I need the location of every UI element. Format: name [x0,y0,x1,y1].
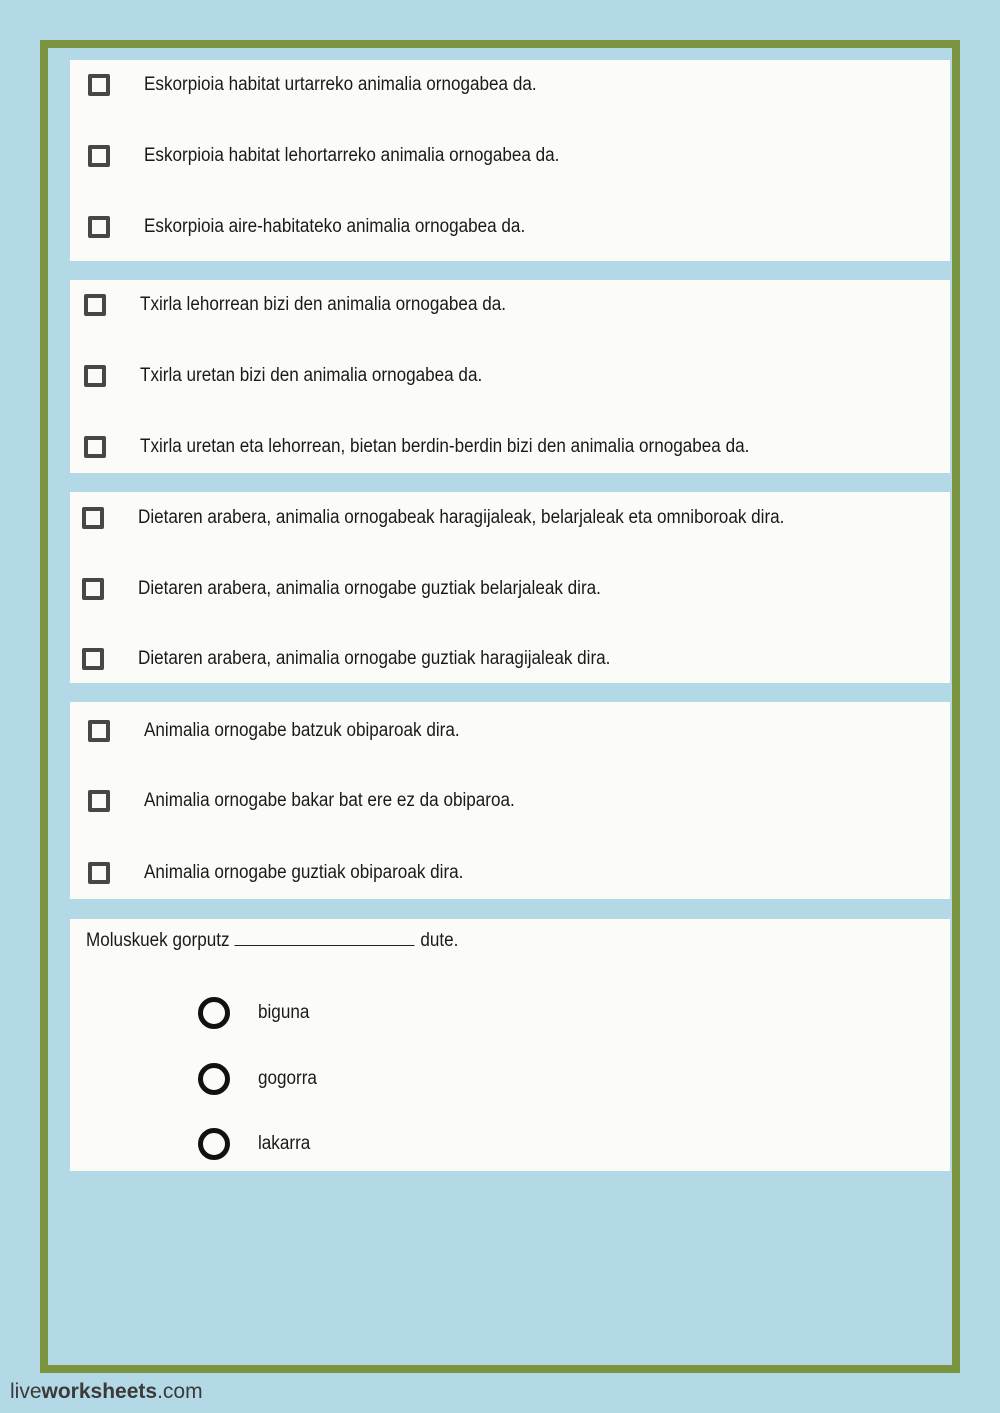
question-2-option-2[interactable] [84,359,520,393]
question-4-option-3[interactable] [88,856,499,890]
worksheet-frame [40,40,960,1373]
question-1-option-2[interactable] [88,139,606,173]
question-4-option-1[interactable] [88,714,495,748]
question-3-option-3[interactable] [82,642,663,676]
radio-button[interactable] [198,1128,230,1160]
fill-question [70,919,950,1171]
checkbox[interactable] [82,507,104,529]
option-label: lakarra [258,1133,311,1154]
checkbox[interactable] [88,720,110,742]
logo-bold: worksheets [41,1380,158,1403]
checkbox[interactable] [84,365,106,387]
question-1-option-3[interactable] [88,210,568,244]
checkbox[interactable] [84,436,106,458]
fill-question-text [86,929,458,952]
option-label: biguna [258,1002,310,1023]
question-3-option-2[interactable] [82,572,652,606]
radio-button[interactable] [198,997,230,1029]
question-4-option-2[interactable] [88,784,556,818]
option-label: Eskorpioia habitat urtarreko animalia ornogabea da. [144,74,537,95]
fill-option-1[interactable] [198,996,315,1030]
checkbox[interactable] [88,216,110,238]
fill-question-prefix: Moluskuek gorputz [86,930,230,951]
question-1 [70,60,950,261]
option-label: Eskorpioia habitat lehortarreko animalia ornogabea da. [144,145,560,166]
option-label: Txirla uretan eta lehorrean, bietan berdin-berdin bizi den animalia ornogabea da. [140,436,750,457]
option-label: Txirla uretan bizi den animalia ornogabea da. [140,365,483,386]
option-label: Dietaren arabera, animalia ornogabe guztiak haragijaleak dira. [138,648,611,669]
option-label: Eskorpioia aire-habitateko animalia ornogabea da. [144,216,526,237]
option-label: Animalia ornogabe batzuk obiparoak dira. [144,720,460,741]
answer-blank[interactable] [235,929,415,946]
question-3 [70,492,950,683]
checkbox[interactable] [88,74,110,96]
option-label: Txirla lehorrean bizi den animalia ornogabea da. [140,294,506,315]
checkbox[interactable] [88,862,110,884]
checkbox[interactable] [84,294,106,316]
option-label: Animalia ornogabe bakar bat ere ez da obiparoa. [144,790,515,811]
question-3-option-1[interactable] [82,501,856,535]
checkbox[interactable] [82,578,104,600]
option-label: gogorra [258,1068,317,1089]
fill-question-suffix: dute. [420,930,459,951]
checkbox[interactable] [82,648,104,670]
site-logo [10,1380,203,1404]
question-2-option-3[interactable] [84,430,817,464]
option-label: Dietaren arabera, animalia ornogabe guztiak belarjaleak dira. [138,578,601,599]
checkbox[interactable] [88,790,110,812]
question-4 [70,702,950,899]
question-2 [70,280,950,473]
fill-option-3[interactable] [198,1127,316,1161]
logo-prefix: live [10,1380,42,1403]
radio-button[interactable] [198,1063,230,1095]
logo-suffix: .com [157,1380,203,1403]
question-2-option-1[interactable] [84,288,547,322]
option-label: Dietaren arabera, animalia ornogabeak haragijaleak, belarjaleak eta omniboroak dira. [138,507,785,528]
question-1-option-1[interactable] [88,68,580,102]
option-label: Animalia ornogabe guztiak obiparoak dira. [144,862,464,883]
fill-option-2[interactable] [198,1062,324,1096]
checkbox[interactable] [88,145,110,167]
